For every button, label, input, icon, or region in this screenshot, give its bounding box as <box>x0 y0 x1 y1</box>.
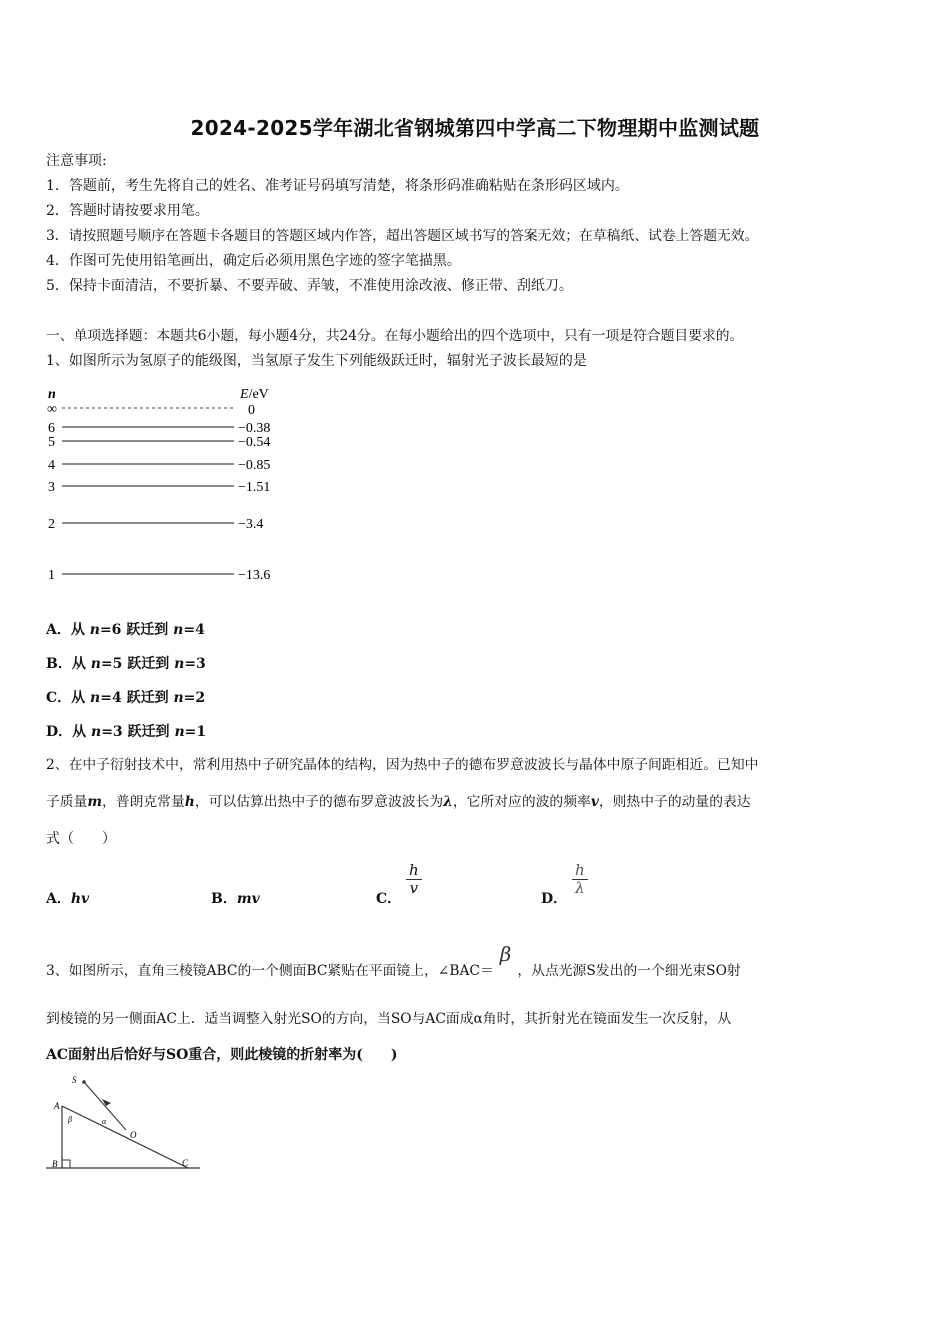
e-header: E/eV <box>240 387 269 402</box>
fraction-h-over-lambda: $\frac{h}{\lambda}$ <box>572 862 588 897</box>
notice-heading: 注意事项: <box>46 153 107 169</box>
fraction-h-over-v: $\frac{h}{v}$ <box>406 862 422 897</box>
arrow-icon <box>102 1099 111 1106</box>
level-e: −1.51 <box>238 480 271 495</box>
level-e: −0.38 <box>238 421 271 436</box>
label-b: B <box>52 1159 58 1169</box>
q2-option-b: B．mv <box>211 891 260 907</box>
prism-side-ac <box>62 1106 188 1168</box>
label-beta: β <box>68 1115 72 1124</box>
label-o: O <box>130 1130 137 1140</box>
level-n: 1 <box>48 568 55 583</box>
label-a: A <box>54 1101 60 1111</box>
level-e: −13.6 <box>238 568 271 583</box>
section-heading: 一、单项选择题：本题共6小题，每小题4分，共24分。在每小题给出的四个选项中，只有一项是符合题目要求的。 <box>46 328 744 344</box>
notice-item: 1．答题前，考生先将自己的姓名、准考证号码填写清楚，将条形码准确粘贴在条形码区域内。 <box>46 178 629 194</box>
notice-item: 3．请按照题号顺序在答题卡各题目的答题区域内作答，超出答题区域书写的答案无效；在草稿纸、试卷上答题无效。 <box>46 228 759 244</box>
n-header: n <box>48 387 56 402</box>
right-angle-mark <box>62 1160 70 1168</box>
point-source-s <box>82 1080 86 1084</box>
question-3-line-3: AC面射出后恰好与SO重合，则此棱镜的折射率为( ) <box>46 1047 398 1063</box>
q1-option-d: D．从 n=3 跃迁到 n=1 <box>46 724 207 740</box>
question-3-line-2: 到棱镜的另一侧面AC上．适当调整入射光SO的方向，当SO与AC面成α角时，其折射光在镜面发生一次反射，从 <box>46 1011 732 1027</box>
page-title: 2024-2025学年湖北省钢城第四中学高二下物理期中监测试题 <box>190 116 760 140</box>
label-s: S <box>72 1075 77 1085</box>
level-e: 0 <box>248 403 255 418</box>
question-2-line-3: 式（ ） <box>46 831 116 847</box>
question-2-line-2: 子质量m，普朗克常量h，可以估算出热中子的德布罗意波波长为λ，它所对应的波的频率v，则热中子的动量的表达 <box>46 794 751 810</box>
prism-diagram <box>44 1072 204 1174</box>
level-n: 5 <box>48 435 55 450</box>
q1-option-b: B．从 n=5 跃迁到 n=3 <box>46 656 206 672</box>
level-n: 3 <box>48 480 55 495</box>
energy-level-diagram <box>44 380 294 586</box>
q1-option-a: A．从 n=6 跃迁到 n=4 <box>46 622 205 638</box>
notice-item: 2．答题时请按要求用笔。 <box>46 203 209 219</box>
level-e: −0.54 <box>238 435 271 450</box>
level-n: ∞ <box>47 402 57 417</box>
label-alpha: α <box>102 1117 107 1126</box>
question-3-line-1: 3、如图所示，直角三棱镜ABC的一个侧面BC紧贴在平面镜上，∠BAC＝β，从点光源S发出的一个细光束SO射 <box>46 942 741 979</box>
level-n: 4 <box>48 458 55 473</box>
q2-option-d: D． $\frac{h}{\lambda}$ <box>541 862 588 908</box>
question-1-stem: 1、如图所示为氢原子的能级图，当氢原子发生下列能级跃迁时，辐射光子波长最短的是 <box>46 353 587 369</box>
level-n: 2 <box>48 517 55 532</box>
level-e: −0.85 <box>238 458 271 473</box>
question-2-line-1: 2、在中子衍射技术中，常利用热中子研究晶体的结构，因为热中子的德布罗意波波长与晶体中原子间距相近。已知中 <box>46 757 759 773</box>
q2-option-c: C． $\frac{h}{v}$ <box>376 862 422 908</box>
q1-option-c: C．从 n=4 跃迁到 n=2 <box>46 690 206 706</box>
level-e: −3.4 <box>238 517 264 532</box>
q2-option-a: A．hv <box>46 891 90 907</box>
level-n: 6 <box>48 421 55 436</box>
label-c: C <box>182 1158 189 1168</box>
notice-item: 5．保持卡面清洁，不要折暴、不要弄破、弄皱，不准使用涂改液、修正带、刮纸刀。 <box>46 278 573 294</box>
notice-item: 4．作图可先使用铅笔画出，确定后必须用黑色字迹的签字笔描黑。 <box>46 253 461 269</box>
